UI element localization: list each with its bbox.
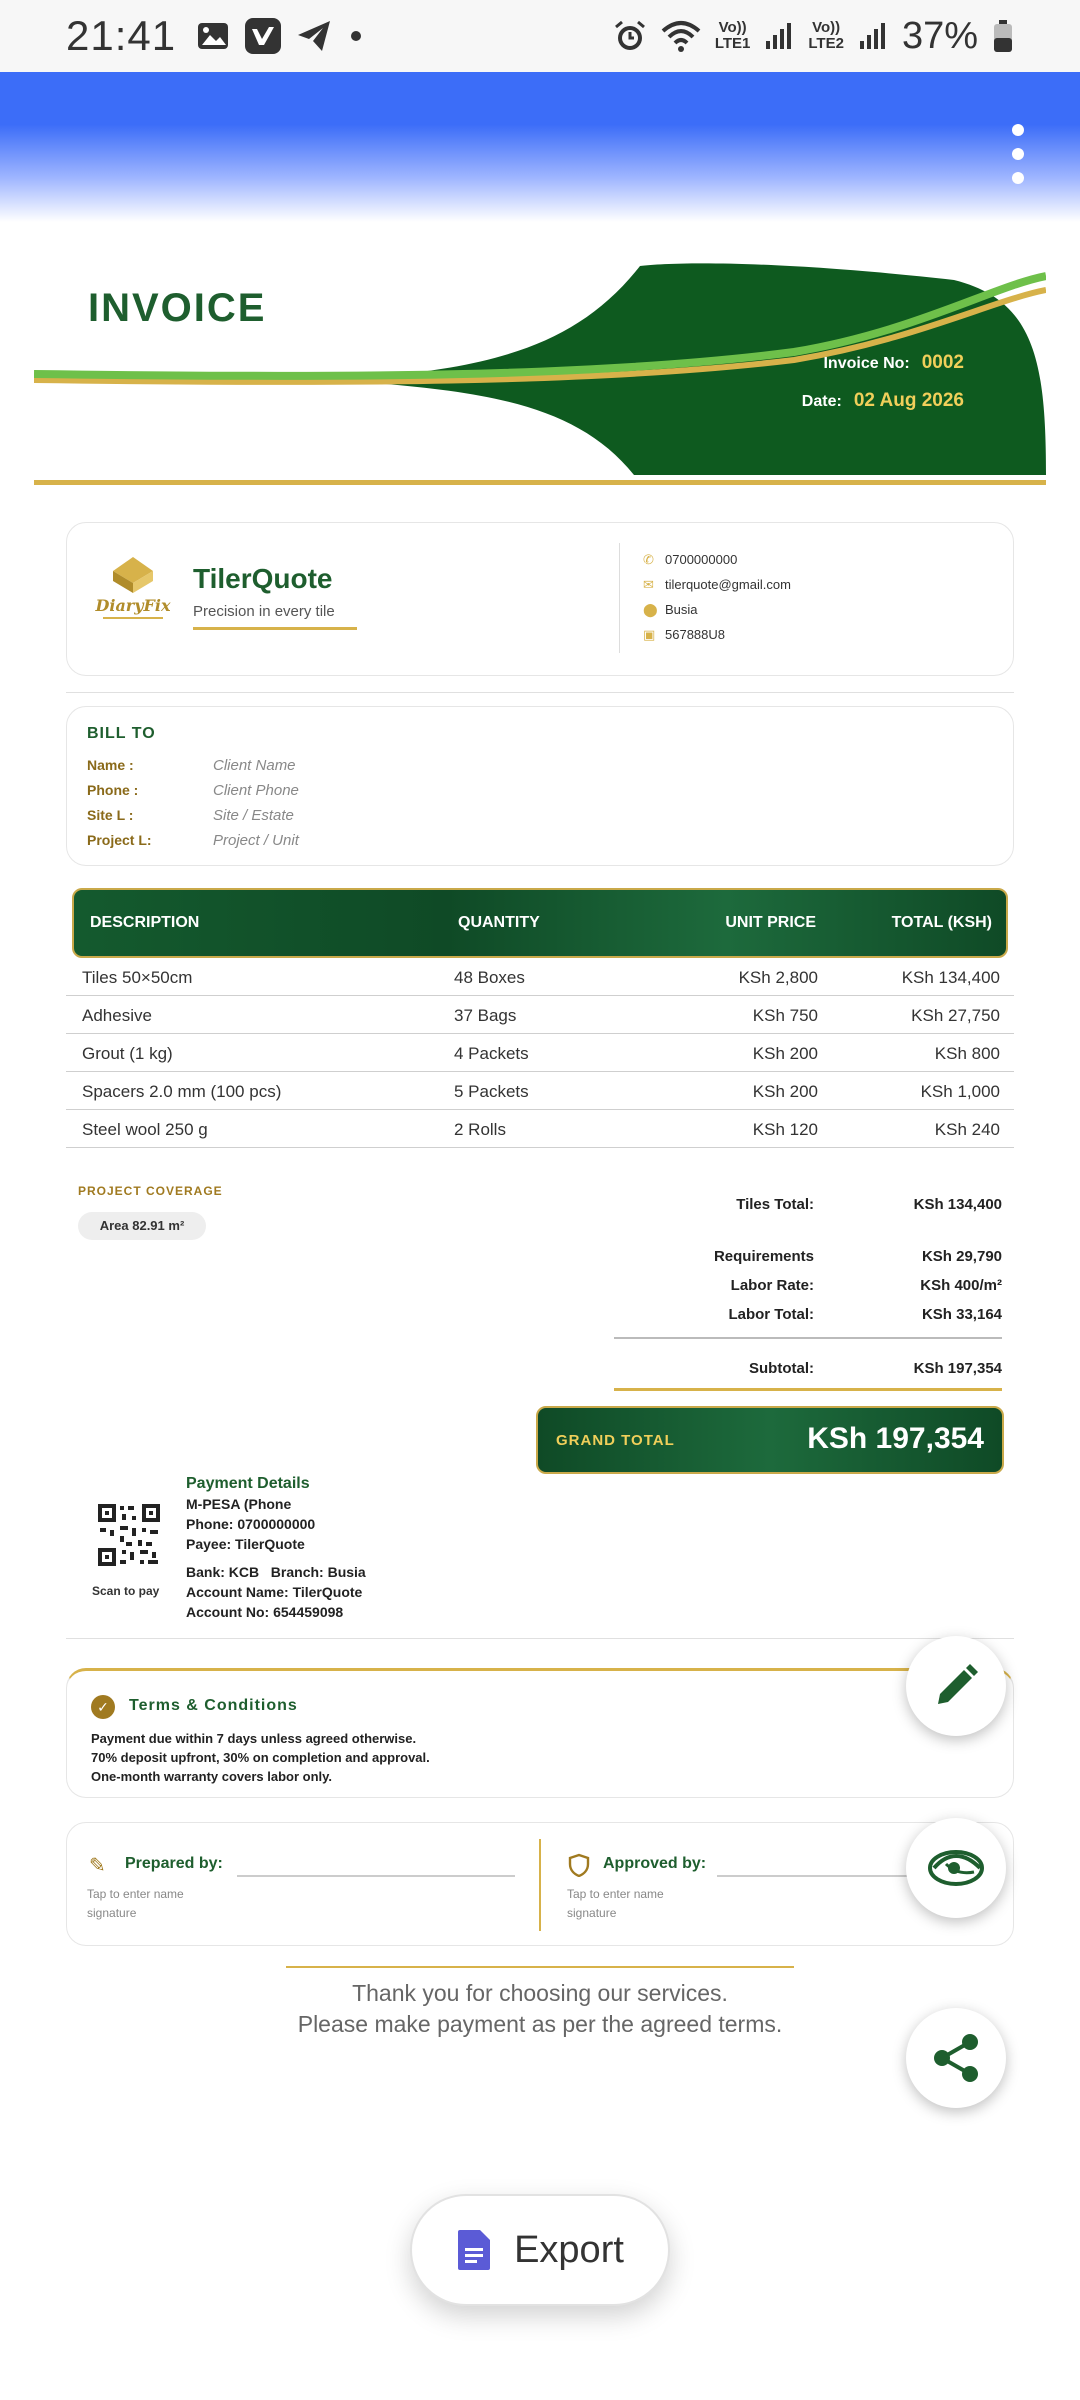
- shield-icon: [567, 1853, 591, 1877]
- bill-row-phone[interactable]: Phone : Client Phone: [87, 782, 299, 799]
- table-row[interactable]: Spacers 2.0 mm (100 pcs) 5 Packets KSh 200 KSh 1,000: [66, 1072, 1014, 1110]
- edit-button[interactable]: [906, 1636, 1006, 1736]
- thank-you-message: Thank you for choosing our services. Please make payment as per the agreed terms.: [297, 1980, 783, 2037]
- share-icon: [928, 2030, 984, 2086]
- status-bar: 21:41 Vo)) LTE1 Vo)) LTE2 37%: [0, 0, 1080, 72]
- divider: [66, 1638, 1014, 1639]
- telegram-icon: [296, 19, 332, 53]
- bill-row-name[interactable]: Name : Client Name: [87, 757, 296, 774]
- battery-icon: [992, 19, 1014, 53]
- prepared-by-signature-line[interactable]: [237, 1875, 515, 1877]
- app-bar: [0, 72, 1080, 222]
- prepared-by-label: Prepared by:: [125, 1855, 223, 1872]
- divider: [619, 543, 620, 653]
- contact-phone[interactable]: ✆ 0700000000: [643, 551, 738, 567]
- payment-details: Payment Details M-PESA (Phone Phone: 0700000000 Payee: TilerQuote Bank: KCB Branch: Busia Account Name: TilerQuote Account No: 654459098: [186, 1475, 366, 1620]
- table-row[interactable]: Grout (1 kg) 4 Packets KSh 200 KSh 800: [66, 1034, 1014, 1072]
- column-header-total: TOTAL (KSH): [891, 914, 992, 931]
- status-time: 21:41: [66, 12, 177, 59]
- edit-pencil-icon: [930, 1660, 982, 1712]
- divider: [286, 1966, 794, 1968]
- invoice-date: Date: 02 Aug 2026: [801, 390, 964, 411]
- theme-button[interactable]: [906, 1818, 1006, 1918]
- payment-details-title: Payment Details: [186, 1475, 310, 1492]
- company-card: [66, 522, 1014, 676]
- mail-icon: ✉: [643, 576, 654, 592]
- phone-icon: ✆: [643, 551, 654, 567]
- table-row[interactable]: Steel wool 250 g 2 Rolls KSh 120 KSh 240: [66, 1110, 1014, 1148]
- location-pin-icon: ⬤: [643, 601, 658, 617]
- bill-to-title: BILL TO: [87, 725, 156, 742]
- battery-percent: 37%: [901, 14, 978, 57]
- document-icon: [456, 2228, 492, 2272]
- svg-text:DiaryFix: DiaryFix: [95, 596, 171, 615]
- payment-qr-code[interactable]: [96, 1502, 162, 1568]
- terms-card[interactable]: [66, 1668, 1014, 1798]
- column-header-unit-price: UNIT PRICE: [725, 914, 816, 931]
- prepared-by-hint[interactable]: Tap to enter name signature: [87, 1887, 184, 1920]
- invoice-title: INVOICE: [88, 286, 267, 330]
- alarm-icon: [613, 19, 647, 53]
- column-header-quantity: QUANTITY: [458, 914, 540, 931]
- grand-total-label: GRAND TOTAL: [556, 1432, 675, 1449]
- check-circle-icon: ✓: [91, 1695, 115, 1719]
- leaf-icon: [924, 1842, 988, 1894]
- table-header: [72, 888, 1008, 958]
- contact-location: ⬤ Busia: [643, 601, 698, 617]
- terms-title: Terms & Conditions: [129, 1697, 298, 1714]
- invoice-number: Invoice No: 0002: [823, 352, 964, 373]
- id-card-icon: ▣: [643, 626, 656, 642]
- gallery-icon: [196, 21, 230, 51]
- divider: [614, 1337, 1002, 1339]
- contact-list: [643, 547, 791, 647]
- notification-dot-icon: [346, 26, 366, 46]
- scan-to-pay-label: Scan to pay: [92, 1584, 160, 1598]
- table-row[interactable]: Adhesive 37 Bags KSh 750 KSh 27,750: [66, 996, 1014, 1034]
- divider: [193, 627, 357, 630]
- signature-card: [66, 1822, 1014, 1946]
- project-coverage-label: PROJECT COVERAGE: [78, 1184, 223, 1198]
- company-name: TilerQuote: [193, 563, 333, 594]
- export-button[interactable]: [410, 2194, 670, 2306]
- divider: [34, 480, 1046, 485]
- share-button[interactable]: [906, 2008, 1006, 2108]
- company-tagline: Precision in every tile: [193, 603, 335, 620]
- area-chip: Area 82.91 m²: [78, 1212, 206, 1240]
- contact-id: ▣ 567888U8: [643, 626, 725, 642]
- grand-total-box: [536, 1406, 1004, 1474]
- vimeo-app-icon: [244, 17, 282, 55]
- wifi-icon: [661, 19, 701, 53]
- signal-icon: [858, 21, 888, 51]
- bill-row-project[interactable]: Project L: Project / Unit: [87, 832, 299, 849]
- divider: [539, 1839, 541, 1931]
- bill-to-card[interactable]: [66, 706, 1014, 866]
- grand-total-value: KSh 197,354: [807, 1422, 984, 1455]
- approved-by-label: Approved by:: [603, 1855, 707, 1872]
- signal-icon: [764, 21, 794, 51]
- column-header-description: DESCRIPTION: [90, 914, 200, 931]
- more-options-icon[interactable]: [1008, 124, 1028, 184]
- export-label: Export: [514, 2228, 624, 2271]
- pencil-icon: ✎: [89, 1855, 106, 1877]
- approved-by-hint[interactable]: Tap to enter name signature: [567, 1887, 664, 1920]
- divider: [66, 692, 1014, 693]
- divider: [614, 1388, 1002, 1391]
- terms-body: Payment due within 7 days unless agreed otherwise. 70% deposit upfront, 30% on completion and approval. One-month warranty covers labor only.: [91, 1731, 430, 1784]
- table-row[interactable]: Tiles 50×50cm 48 Boxes KSh 2,800 KSh 134,400: [66, 958, 1014, 996]
- company-logo: [93, 553, 173, 625]
- bill-row-site[interactable]: Site L : Site / Estate: [87, 807, 294, 824]
- contact-email[interactable]: ✉ tilerquote@gmail.com: [643, 576, 791, 592]
